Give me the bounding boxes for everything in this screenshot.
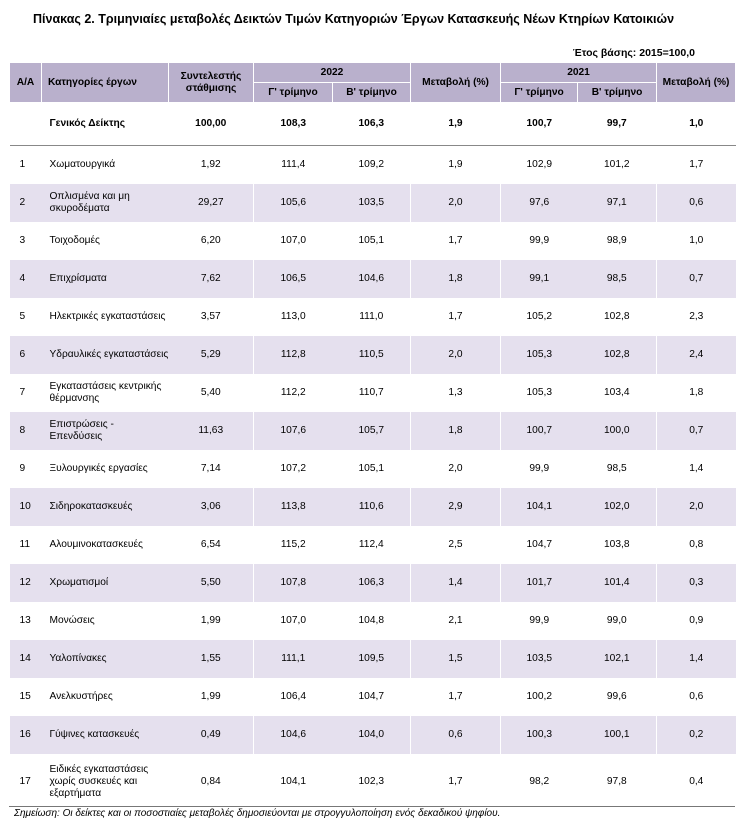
cell-q3-2021: 100,3 — [501, 716, 578, 754]
cell-q2-2021: 98,9 — [606, 234, 627, 246]
cell-q2-2021: 98,5 — [578, 260, 657, 298]
table-row — [10, 488, 736, 526]
cell-q3-2021: 101,7 — [501, 564, 578, 602]
cell-weight: 5,50 — [169, 564, 254, 602]
cell-aa: 10 — [10, 488, 42, 526]
cell-q3-2022: 111,1 — [254, 640, 333, 678]
cell-weight: 3,57 — [200, 310, 221, 322]
cell-weight: 5,40 — [200, 386, 221, 398]
cell-weight: 1,55 — [169, 640, 254, 678]
cell-change-2022: 1,7 — [411, 298, 501, 336]
cell-change-2021: 0,4 — [657, 754, 736, 810]
cell-aa: 11 — [19, 538, 31, 550]
cell-category: Υαλοπίνακες — [42, 640, 169, 678]
cell-q3-2021: 97,6 — [501, 184, 578, 222]
cell-q2-2022: 109,2 — [358, 158, 384, 170]
cell-change-2021: 1,8 — [657, 374, 736, 412]
cell-q3-2022: 112,8 — [254, 336, 333, 374]
cell-category: Υδραυλικές εγκαταστάσεις — [42, 336, 169, 374]
cell-change-2021: 0,6 — [657, 184, 736, 222]
table-row — [10, 640, 736, 678]
cell-q3-2021: 99,9 — [529, 462, 550, 474]
base-year-label: Έτος βάσης: 2015=100,0 — [572, 47, 695, 59]
cell-q2-2022: 106,3 — [333, 564, 411, 602]
cell-category: Ξυλουργικές εργασίες — [49, 462, 148, 474]
cell-change-2022: 1,7 — [411, 678, 501, 716]
cell-q2-2022: 105,7 — [333, 412, 411, 450]
cell-q2-2022: 105,1 — [358, 234, 384, 246]
cell-weight: 7,62 — [169, 260, 254, 298]
cell-change-2021: 1,0 — [657, 103, 736, 146]
cell-q2-2022: 102,3 — [358, 775, 384, 787]
cell-q2-2021: 97,1 — [578, 184, 657, 222]
cell-q3-2021: 99,9 — [529, 614, 550, 626]
cell-change-2021: 1,7 — [657, 146, 736, 184]
cell-category: Μονώσεις — [49, 614, 95, 626]
cell-q3-2021: 100,2 — [526, 690, 553, 702]
general-index-row — [10, 103, 736, 146]
table-row — [10, 374, 736, 412]
cell-aa: 16 — [10, 716, 42, 754]
cell-q2-2021: 99,6 — [606, 690, 627, 702]
cell-change-2022: 2,0 — [411, 184, 501, 222]
cell-q3-2021: 104,1 — [501, 488, 578, 526]
cell-aa: 4 — [10, 260, 42, 298]
cell-q2-2022: 104,6 — [333, 260, 411, 298]
cell-aa: 14 — [10, 640, 42, 678]
table-row — [10, 602, 736, 640]
cell-q2-2021: 101,4 — [578, 564, 657, 602]
cell-q3-2022: 104,1 — [254, 754, 333, 810]
cell-change-2021: 2,4 — [657, 336, 736, 374]
cell-q3-2022: 113,0 — [254, 298, 333, 336]
header-aa: Α/Α — [10, 63, 42, 103]
cell-q2-2021: 102,8 — [578, 336, 657, 374]
cell-change-2022: 1,9 — [411, 146, 501, 184]
cell-change-2021: 0,2 — [657, 716, 736, 754]
table-row — [10, 336, 736, 374]
cell-change-2021: 0,7 — [657, 260, 736, 298]
cell-q3-2022: 107,8 — [254, 564, 333, 602]
table-bottom-rule — [9, 806, 735, 807]
cell-q3-2022: 107,2 — [254, 450, 333, 488]
cell-change-2022: 2,5 — [411, 526, 501, 564]
table-row — [10, 412, 736, 450]
cell-change-2022: 0,6 — [411, 716, 501, 754]
cell-aa: 5 — [19, 310, 26, 322]
cell-q3-2022: 104,6 — [254, 716, 333, 754]
cell-change-2022: 1,3 — [411, 374, 501, 412]
cell-category: Τοιχοδομές — [49, 234, 100, 246]
header-q2-2022: Β' τρίμηνο — [333, 83, 411, 103]
cell-change-2021: 0,6 — [657, 678, 736, 716]
cell-q3-2022: 115,2 — [254, 526, 333, 564]
cell-weight: 5,29 — [169, 336, 254, 374]
cell-q3-2021: 98,2 — [529, 775, 550, 787]
cell-change-2022: 2,1 — [411, 602, 501, 640]
cell-weight: 6,20 — [200, 234, 221, 246]
cell-category: Αλουμινοκατασκευές — [49, 538, 143, 550]
cell-q3-2021: 105,2 — [526, 310, 553, 322]
header-change-2021: Μεταβολή (%) — [657, 63, 736, 103]
cell-q3-2022: 111,4 — [254, 146, 333, 184]
cell-q3-2021: 104,7 — [526, 538, 553, 550]
cell-aa: 3 — [19, 234, 26, 246]
footnote: Σημείωση: Οι δείκτες και οι ποσοστιαίες μεταβολές δημοσιεύονται με στρογγυλοποίηση ενός δεκαδικού ψηφίου. — [14, 808, 501, 819]
cell-change-2021: 0,9 — [657, 602, 736, 640]
cell-change-2021: 0,8 — [657, 526, 736, 564]
table-row — [10, 146, 736, 184]
header-category: Κατηγορίες έργων — [42, 63, 169, 103]
table-row — [10, 754, 736, 810]
cell-weight: 1,99 — [200, 690, 221, 702]
cell-q2-2022: 111,0 — [359, 310, 384, 322]
cell-change-2022: 1,7 — [411, 222, 501, 260]
cell-q3-2022: 112,2 — [254, 374, 333, 412]
cell-q2-2022: 104,8 — [358, 614, 384, 626]
cell-aa: 13 — [19, 614, 31, 626]
cell-q2-2022: 109,5 — [333, 640, 411, 678]
header-year-2021: 2021 — [501, 63, 657, 83]
cell-q2-2021: 102,0 — [578, 488, 657, 526]
table-row — [10, 222, 736, 260]
cell-q3-2021: 99,1 — [501, 260, 578, 298]
cell-weight: 0,49 — [169, 716, 254, 754]
price-index-table — [9, 62, 736, 810]
table-row — [10, 526, 736, 564]
header-change-2022: Μεταβολή (%) — [411, 63, 501, 103]
cell-aa: 9 — [19, 462, 26, 474]
cell-category: Χωματουργικά — [49, 158, 116, 170]
cell-q2-2021: 102,1 — [578, 640, 657, 678]
cell-weight: 29,27 — [169, 184, 254, 222]
cell-q2-2021: 103,4 — [604, 386, 630, 398]
cell-weight: 6,54 — [200, 538, 221, 550]
cell-category: Γύψινες κατασκευές — [42, 716, 169, 754]
cell-q3-2022: 107,0 — [254, 602, 333, 640]
cell-q3-2022: 105,6 — [254, 184, 333, 222]
table-row — [10, 450, 736, 488]
cell-category: Ηλεκτρικές εγκαταστάσεις — [49, 310, 166, 322]
cell-q2-2022: 110,5 — [333, 336, 411, 374]
cell-category: Ανελκυστήρες — [49, 690, 113, 702]
cell-change-2021: 1,4 — [657, 640, 736, 678]
cell-weight: 100,00 — [169, 103, 254, 146]
cell-q3-2022: 107,6 — [254, 412, 333, 450]
cell-change-2022: 1,8 — [411, 412, 501, 450]
cell-q3-2022: 106,4 — [254, 678, 333, 716]
cell-q3-2021: 99,9 — [529, 234, 550, 246]
cell-category: Επιστρώσεις - Επενδύσεις — [42, 412, 169, 450]
cell-change-2022: 2,0 — [411, 450, 501, 488]
cell-q2-2021: 100,0 — [578, 412, 657, 450]
cell-aa: 15 — [19, 690, 31, 702]
header-weight: Συντελεστής στάθμισης — [169, 63, 254, 103]
cell-aa: 1 — [19, 158, 26, 170]
cell-q2-2022: 104,7 — [358, 690, 384, 702]
cell-q3-2022: 106,5 — [254, 260, 333, 298]
cell-q3-2021: 103,5 — [501, 640, 578, 678]
cell-weight: 1,99 — [200, 614, 221, 626]
cell-q2-2021: 102,8 — [604, 310, 630, 322]
cell-weight: 7,14 — [200, 462, 221, 474]
cell-aa: 6 — [10, 336, 42, 374]
table-title: Πίνακας 2. Τριμηνιαίες μεταβολές Δεικτών Τιμών Κατηγοριών Έργων Κατασκευής Νέων Κτηρίων Κατοικιών — [33, 12, 675, 26]
cell-category: Ειδικές εγκαταστάσεις χωρίς συσκευές και εξαρτήματα — [49, 763, 149, 799]
cell-q3-2021: 100,7 — [501, 103, 578, 146]
table-row — [10, 298, 736, 336]
cell-q2-2022: 110,6 — [333, 488, 411, 526]
cell-change-2021: 2,3 — [657, 298, 736, 336]
cell-weight: 3,06 — [169, 488, 254, 526]
cell-q2-2021: 100,1 — [578, 716, 657, 754]
cell-category: Εγκαταστάσεις κεντρικής θέρμανσης — [49, 380, 162, 404]
cell-aa — [10, 103, 42, 146]
cell-change-2022: 2,0 — [411, 336, 501, 374]
cell-aa: 17 — [19, 775, 31, 787]
cell-q3-2022: 107,0 — [254, 222, 333, 260]
table-row — [10, 260, 736, 298]
cell-change-2021: 0,7 — [657, 412, 736, 450]
cell-q2-2022: 103,5 — [333, 184, 411, 222]
cell-aa: 7 — [19, 386, 26, 398]
cell-q2-2022: 112,4 — [358, 538, 384, 550]
header-q3-2021: Γ' τρίμηνο — [501, 83, 578, 103]
cell-q2-2021: 99,7 — [578, 103, 657, 146]
cell-category: Σιδηροκατασκευές — [42, 488, 169, 526]
cell-aa: 8 — [10, 412, 42, 450]
table-row — [10, 184, 736, 222]
cell-weight: 11,63 — [169, 412, 254, 450]
cell-q2-2022: 104,0 — [333, 716, 411, 754]
cell-q3-2021: 105,3 — [501, 336, 578, 374]
cell-q2-2021: 97,8 — [606, 775, 627, 787]
cell-change-2022: 1,9 — [411, 103, 501, 146]
cell-q3-2021: 102,9 — [526, 158, 553, 170]
header-q2-2021: Β' τρίμηνο — [578, 83, 657, 103]
cell-q2-2021: 101,2 — [604, 158, 630, 170]
cell-change-2022: 1,4 — [411, 564, 501, 602]
table-row — [10, 716, 736, 754]
cell-q2-2022: 106,3 — [333, 103, 411, 146]
cell-q3-2022: 113,8 — [254, 488, 333, 526]
cell-change-2021: 0,3 — [657, 564, 736, 602]
cell-category: Επιχρίσματα — [42, 260, 169, 298]
cell-change-2021: 2,0 — [657, 488, 736, 526]
cell-weight: 0,84 — [200, 775, 221, 787]
cell-category: Χρωματισμοί — [42, 564, 169, 602]
cell-q2-2021: 103,8 — [604, 538, 630, 550]
cell-change-2022: 1,7 — [411, 754, 501, 810]
cell-q3-2021: 105,3 — [526, 386, 553, 398]
cell-change-2022: 1,5 — [411, 640, 501, 678]
cell-weight: 1,92 — [200, 158, 221, 170]
table-row — [10, 564, 736, 602]
cell-q3-2022: 108,3 — [254, 103, 333, 146]
table-body — [10, 103, 736, 810]
cell-category: Γενικός Δείκτης — [42, 103, 169, 146]
cell-q2-2021: 99,0 — [606, 614, 627, 626]
cell-aa: 12 — [10, 564, 42, 602]
cell-q2-2021: 98,5 — [606, 462, 627, 474]
cell-q2-2022: 110,7 — [358, 386, 384, 398]
cell-q2-2022: 105,1 — [358, 462, 384, 474]
header-year-2022: 2022 — [254, 63, 411, 83]
cell-change-2021: 1,0 — [657, 222, 736, 260]
cell-change-2022: 1,8 — [411, 260, 501, 298]
cell-category: Οπλισμένα και μη σκυροδέματα — [42, 184, 169, 222]
cell-aa: 2 — [10, 184, 42, 222]
header-q3-2022: Γ' τρίμηνο — [254, 83, 333, 103]
cell-q3-2021: 100,7 — [501, 412, 578, 450]
table-row — [10, 678, 736, 716]
cell-change-2021: 1,4 — [657, 450, 736, 488]
cell-change-2022: 2,9 — [411, 488, 501, 526]
